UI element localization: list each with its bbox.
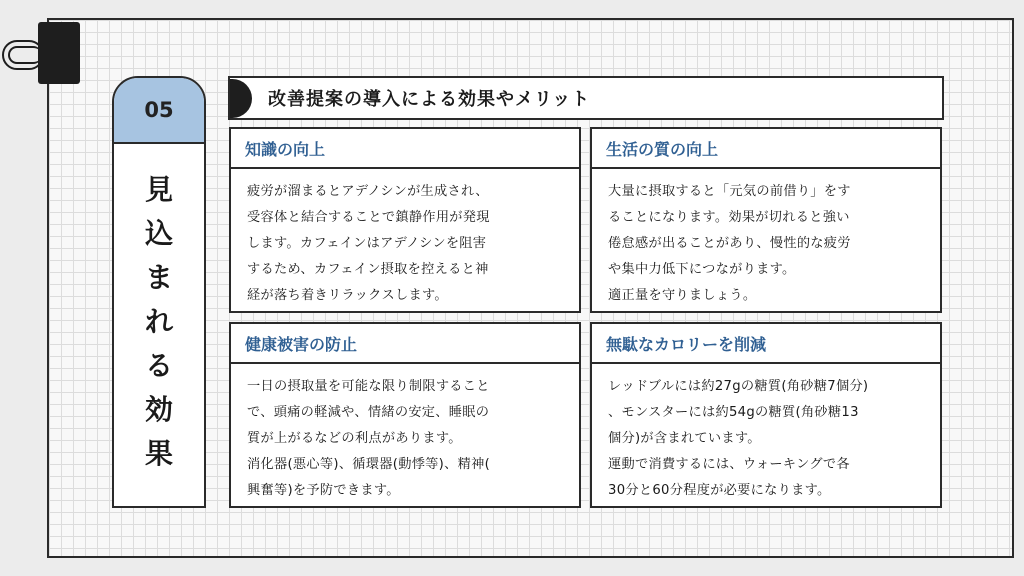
card-quality-of-life bbox=[590, 127, 942, 313]
section-tab bbox=[112, 76, 206, 508]
card-line: 受容体と結合することで鎮静作用が発現 bbox=[247, 210, 490, 225]
card-line: 個分)が含まれています。 bbox=[608, 431, 761, 446]
card-body bbox=[592, 364, 940, 504]
card-line: するため、カフェイン摂取を控えると神 bbox=[247, 262, 489, 277]
section-title-char: 見 bbox=[144, 173, 173, 206]
card-title: 無駄なカロリーを削減 bbox=[592, 324, 940, 364]
card-line: 疲労が溜まるとアデノシンが生成され、 bbox=[247, 184, 489, 199]
card-title: 健康被害の防止 bbox=[231, 324, 579, 364]
card-line: 一日の摂取量を可能な限り制限すること bbox=[247, 379, 490, 394]
card-title: 生活の質の向上 bbox=[592, 129, 940, 169]
header-bar bbox=[228, 76, 944, 120]
card-line: 倦怠感が出ることがあり、慢性的な疲労 bbox=[608, 236, 851, 251]
clip-body bbox=[38, 22, 80, 84]
card-line: します。カフェインはアデノシンを阻害 bbox=[247, 236, 487, 251]
card-line: 興奮等)を予防できます。 bbox=[247, 483, 400, 498]
card-line: で、頭痛の軽減や、情緒の安定、睡眠の bbox=[247, 405, 490, 420]
card-line: 30分と60分程度が必要になります。 bbox=[608, 483, 831, 498]
section-title bbox=[114, 144, 204, 476]
card-body bbox=[231, 364, 579, 504]
section-title-char: 果 bbox=[144, 437, 173, 470]
card-line: 大量に摂取すると「元気の前借り」をす bbox=[608, 184, 851, 199]
card-line: 、モンスターには約54gの糖質(角砂糖13 bbox=[608, 405, 859, 420]
card-line: 経が落ち着きリラックスします。 bbox=[247, 288, 448, 303]
binder-clip-icon bbox=[0, 22, 90, 84]
card-health-prevention bbox=[229, 322, 581, 508]
card-knowledge bbox=[229, 127, 581, 313]
card-line: 消化器(悪心等)、循環器(動悸等)、精神( bbox=[247, 457, 491, 472]
card-calorie-reduction bbox=[590, 322, 942, 508]
section-title-char: れ bbox=[144, 305, 173, 338]
section-title-char: 効 bbox=[144, 393, 173, 426]
header-cap bbox=[230, 79, 252, 118]
section-number: 05 bbox=[114, 78, 204, 144]
card-title: 知識の向上 bbox=[231, 129, 579, 169]
card-body bbox=[592, 169, 940, 309]
card-line: 質が上がるなどの利点があります。 bbox=[247, 431, 462, 446]
section-title-char: る bbox=[144, 349, 173, 382]
card-line: レッドブルには約27gの糖質(角砂糖7個分) bbox=[608, 379, 869, 394]
section-title-char: 込 bbox=[144, 217, 173, 250]
section-title-char: ま bbox=[144, 261, 173, 294]
card-line: ることになります。効果が切れると強い bbox=[608, 210, 850, 225]
card-line: 適正量を守りましょう。 bbox=[608, 288, 757, 303]
page-title: 改善提案の導入による効果やメリット bbox=[268, 89, 591, 110]
card-line: や集中力低下につながります。 bbox=[608, 262, 796, 277]
clip-ring-inner bbox=[8, 46, 42, 64]
card-line: 運動で消費するには、ウォーキングで各 bbox=[608, 457, 850, 472]
card-body bbox=[231, 169, 579, 309]
